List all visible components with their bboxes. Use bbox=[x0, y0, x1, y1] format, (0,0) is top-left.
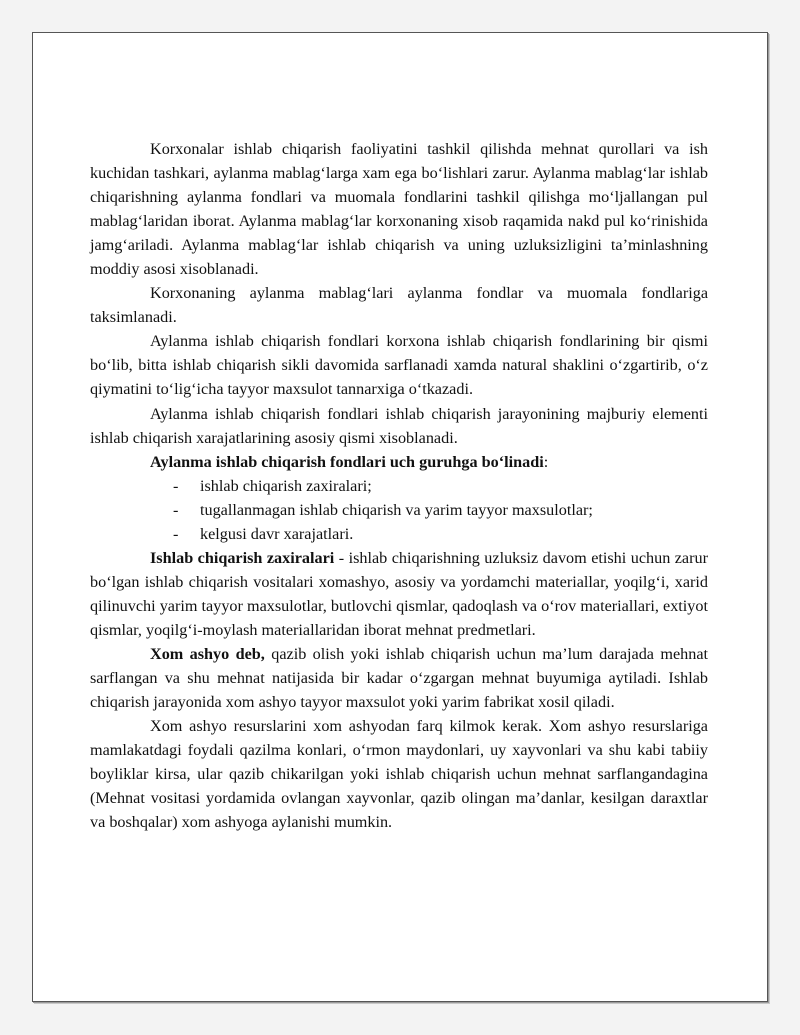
paragraph-6-bold: Ishlab chiqarish zaxiralari bbox=[150, 548, 335, 567]
paragraph-7-rest: qazib olish yoki ishlab chiqarish uchun ma’lum darajada mehnat sarflangan va shu mehnat natijasida bir kadar o‘zgargan mehnat buyumiga aytiladi. Ishlab chiqarish jarayonida xom ashyo tayyor maxsulot yoki yarim fabrikat xosil qiladi. bbox=[90, 644, 708, 712]
paragraph-7-bold: Xom ashyo deb, bbox=[150, 644, 265, 663]
fund-groups-list bbox=[90, 474, 708, 546]
paragraph-8: Xom ashyo resurslarini xom ashyodan farq kilmok kerak. Xom ashyo resurslariga mamlakatdagi foydali qazilma konlari, o‘rmon maydonlari, uy xayvonlari va shu kabi tabiiy boyliklar kirsa, ular qazib chikarilgan yoki ishlab chiqarish uchun mehnat sarflangandagina (Mehnat vositasi yordamida ovlangan xayvonlar, qazib olingan ma’danlar, kesilgan daraxtlar va boshqalar) xom ashyoga aylanishi mumkin. bbox=[90, 717, 708, 832]
list-marker: - bbox=[173, 476, 179, 495]
document-body bbox=[90, 137, 708, 834]
list-item-text: ishlab chiqarish zaxiralari; bbox=[200, 476, 372, 495]
list-item-text: tugallanmagan ishlab chiqarish va yarim tayyor maxsulotlar; bbox=[200, 500, 593, 519]
list-item bbox=[90, 474, 708, 498]
paragraph-1: Korxonalar ishlab chiqarish faoliyatini tashkil qilishda mehnat qurollari va ish kuchidan tashkari, aylanma mablag‘larga xam ega bo‘lishlari zarur. Aylanma mablag‘lar ishlab chiqarishning aylanma fondlari va muomala fondlarini tashkil qilishga mo‘ljallangan pul mablag‘laridan iborat. Aylanma mablag‘lar korxonaning xisob raqamida nakd pul ko‘rinishida jamg‘ariladi. Aylanma mablag‘lar ishlab chiqarish va uning uzluksizligini ta’minlashning moddiy asosi xisoblanadi. bbox=[90, 140, 708, 279]
paragraph-6 bbox=[90, 546, 708, 642]
paragraph-3: Aylanma ishlab chiqarish fondlari korxona ishlab chiqarish fondlarining bir qismi bo‘lib, bitta ishlab chiqarish sikli davomida sarflanadi xamda natural shaklini o‘zgartirib, o‘z qiymatini to‘lig‘icha tayyor maxsulot tannarxiga o‘tkazadi. bbox=[90, 332, 708, 399]
paragraph-5 bbox=[90, 450, 708, 474]
paragraph-7 bbox=[90, 642, 708, 714]
paragraph-5-bold: Aylanma ishlab chiqarish fondlari uch guruhga bo‘linadi bbox=[150, 452, 544, 471]
paragraph-5-rest: : bbox=[543, 452, 549, 471]
paragraph-4: Aylanma ishlab chiqarish fondlari ishlab chiqarish jarayonining majburiy elementi ishlab chiqarish xarajatlarining asosiy qismi xisoblanadi. bbox=[90, 404, 708, 447]
list-item-text: kelgusi davr xarajatlari. bbox=[200, 524, 354, 543]
list-marker: - bbox=[173, 500, 179, 519]
list-marker: - bbox=[173, 524, 179, 543]
paragraph-6-rest: - ishlab chiqarishning uzluksiz davom etishi uchun zarur bo‘lgan ishlab chiqarish vositalari xomashyo, asosiy va yordamchi materiallar, yoqilg‘i, xarid qilinuvchi yarim tayyor maxsulotlar, butlovchi qismlar, qadoqlash va o‘rov materiallari, extiyot qismlar, yoqilg‘i-moylash materiallaridan iborat mehnat predmetlari. bbox=[90, 548, 708, 639]
document-page bbox=[32, 32, 768, 1002]
list-item bbox=[90, 522, 708, 546]
list-item bbox=[90, 498, 708, 522]
paragraph-2: Korxonaning aylanma mablag‘lari aylanma fondlar va muomala fondlariga taksimlanadi. bbox=[90, 284, 708, 327]
